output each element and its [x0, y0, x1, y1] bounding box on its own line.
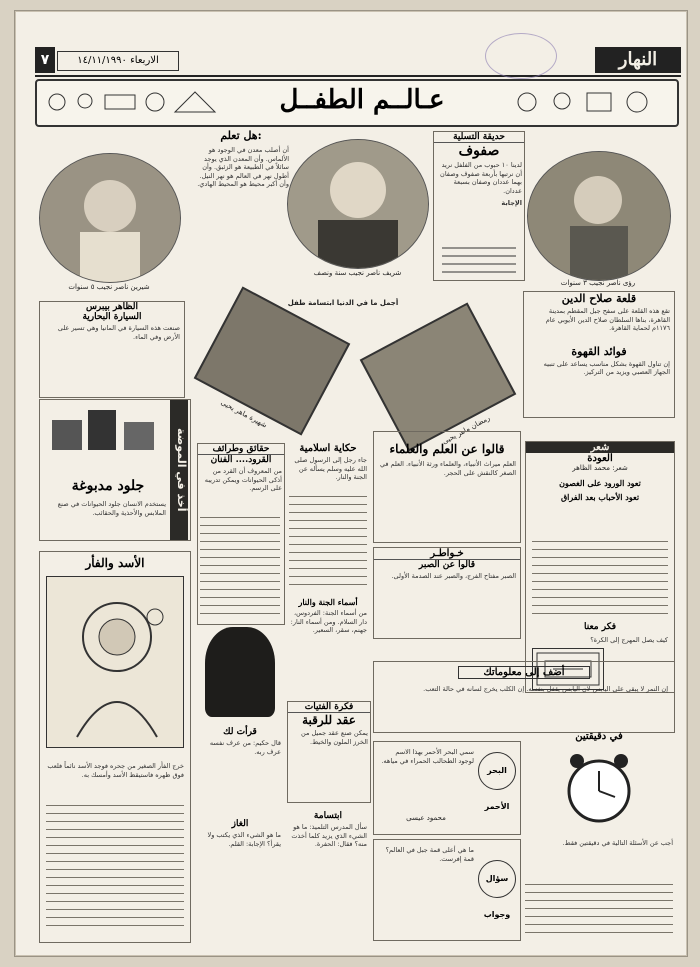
do-you-know-title: هل تعلم: [220, 129, 262, 142]
poetry-title: شعر [526, 442, 674, 453]
newspaper-page [14, 10, 688, 957]
masthead [35, 47, 681, 77]
leather-box [39, 399, 191, 541]
answers-list-lines [525, 881, 673, 939]
thoughts-box [373, 547, 521, 639]
banner-doodles-right [507, 87, 667, 117]
photo-baby-center [287, 139, 429, 269]
lion-text: خرج الفأر الصغير من جحره فوجد الأسد نائماً فلعب فوق ظهره فاستيقظ الأسد وأمسك به. [47, 762, 184, 779]
sea-title: البحر الأحمر [478, 752, 516, 790]
poetry-text-lines [532, 538, 668, 618]
fun-garden-text: لدينا ١٠ حبوب من الفلفل نريد أن نرتبها بأربعة صفوف وصفان بهما عددان وصفان بسبعة عددان. [440, 161, 522, 195]
leather-title: جلود مدبوغة [71, 478, 145, 494]
fun-garden-subtitle: صفوف [458, 143, 500, 159]
fun-garden-title: حديقة التسلية [434, 132, 524, 143]
info-box [373, 661, 675, 733]
car-box [39, 301, 185, 398]
sea-box [373, 741, 521, 835]
lion-title: الأسد والفأر [85, 556, 145, 570]
fun-garden-box [433, 131, 525, 281]
leather-text: يستخدم الانسان جلود الحيوانات في صنع الملابس والأحذية والحقائب. [57, 500, 166, 517]
scholars-text: العلم ميراث الأنبياء، والعلماء ورثة الأنبياء. العلم في الصغر كالنقش على الحجر. [379, 460, 516, 477]
leather-label: أخذ في الموضة [170, 400, 188, 540]
caption-girl-left: شيرين ناصر نجيب ٥ سنوات [68, 283, 150, 291]
leather-goods-image [48, 406, 158, 456]
do-you-know-box [193, 129, 289, 309]
info-title: أضف إلى معلوماتك [458, 666, 590, 679]
facts-subtitle: القرود.... الفنان [210, 455, 272, 465]
riddle-box [197, 819, 283, 939]
thoughts-title: خـواطـر [374, 548, 520, 560]
poetry-verse-1: تعود الورود على الغصون [559, 478, 641, 488]
thoughts-subtitle: قالوا عن الصبر [418, 560, 476, 570]
car-title: السيارة البحارية [82, 312, 142, 322]
smile-title: ابتسامة [313, 811, 343, 821]
names-text: من أسماء الجنة: الفردوس، دار السلام. ومن أسماء النار: جهنم، سقر، السعير. [290, 609, 367, 634]
qa-box [373, 839, 521, 941]
girls-title: فكرة الفتيات [288, 702, 370, 713]
brand-logo: النهار [595, 47, 681, 73]
caption-girl-right: رؤى ناصر نجيب ٣ سنوات [560, 279, 636, 287]
banner-title: عـالــم الطفــل [279, 85, 445, 115]
issue-date: الاربعاء ١٤/١١/١٩٩٠ [57, 51, 179, 71]
facts-text-lines [200, 514, 280, 618]
poetry-verse-2: تعود الأحباب بعد الفراق [560, 492, 640, 502]
think-text: كيف يصل المهرج إلى الكرة؟ [590, 636, 668, 644]
riddle-title: الغاز [231, 819, 249, 829]
lion-box [39, 551, 191, 943]
fun-garden-answer: الإجابة [501, 199, 522, 207]
lion-text-lines [46, 802, 184, 932]
car-text: صنعت هذه السيارة في المانيا وهي تسير على الأرض وفي الماء. [57, 324, 180, 341]
middle-caption: أجمل ما في الدنيا ابتسامة طفل [287, 299, 399, 307]
read-title: قرأت لك [223, 727, 257, 737]
photo-girl-left [39, 153, 181, 283]
poetry-subtitle: العودة [587, 453, 613, 464]
alarm-clock-icon [559, 749, 639, 829]
stamp-mark [485, 33, 557, 79]
lion-image [46, 576, 184, 748]
chimp-image [205, 627, 275, 717]
girls-text: يمكن صنع عقد جميل من الخرز الملون والخيط. [301, 729, 368, 746]
islamic-text: جاء رجل إلى الرسول صلى الله عليه وسلم يسأله عن الجنة والنار. [294, 456, 367, 481]
facts-text: من المعروف أن القرد من أذكى الحيوانات ويمكن تدريبه على الرسم. [204, 467, 282, 492]
islamic-title: حكاية اسلامية [299, 443, 357, 454]
beepers-title: الظاهر بيبرس [85, 302, 139, 312]
section-banner [35, 79, 679, 127]
sea-text: سمي البحر الأحمر بهذا الاسم لوجود الطحالب الحمراء في مياهه. [381, 748, 474, 765]
two-minutes-text: أجب عن الأسئلة التالية في دقيقتين فقط. [562, 839, 673, 847]
poetry-box [525, 441, 675, 693]
citadel-box [523, 291, 675, 418]
photo-tilt-right [360, 302, 517, 451]
info-text: إن النمر لا يبقى على اليابس لان اليابس يقفل بنفسه. إن الكلب يخرج لسانه في حالة التعب. [423, 685, 668, 693]
qa-text: ما هي أعلى قمة جبل في العالم؟ قمة إفرست. [385, 846, 474, 863]
page-number: ٧ [35, 47, 55, 73]
scholars-box [373, 431, 521, 543]
islamic-text-lines [289, 493, 367, 589]
names-box [287, 597, 369, 697]
thoughts-text: الصبر مفتاح الفرج، والصبر عند الصدمة الأولى. [391, 572, 516, 580]
read-text: قال حكيم: من عرف نفسه عرف ربه. [209, 739, 281, 756]
caption-baby-center: شريف ناصر نجيب سنة ونصف [313, 269, 402, 277]
citadel-title: قلعة صلاح الدين [561, 292, 637, 305]
read-box [197, 727, 283, 817]
poetry-author: شعر: محمد الظاهر [572, 464, 628, 472]
smile-box [287, 811, 369, 939]
banner-doodles-left [45, 87, 225, 117]
islamic-box [287, 443, 369, 593]
girls-idea-box [287, 701, 371, 803]
answer-rows-graphic [440, 244, 518, 274]
riddle-text: ما هو الشيء الذي يكتب ولا يقرأ؟ الإجابة: القلم. [207, 831, 281, 848]
girls-subtitle: عقد للرقبة [302, 713, 356, 727]
facts-title: حقائق وطرائف [198, 444, 284, 455]
photo-girl-right [527, 151, 671, 281]
scholars-title: قالوا عن العلم والعلماء [389, 442, 505, 456]
think-title: فكر معنا [584, 622, 616, 632]
do-you-know-text: أن أصلب معدن في الوجود هو الألماس. وأن المعدن الذي يوجد سائلاً في الطبيعة هو الزئبق. وأن أطول نهر في العالم هو نهر النيل. وأن أكبر محيط هو المحيط الهادي. [197, 146, 289, 188]
coffee-text: إن تناول القهوة بشكل مناسب يساعد على تنبيه الجهاز العصبي ويزيد من التركيز. [543, 359, 670, 376]
smile-text: سأل المدرس التلميذ: ما هو الشيء الذي يزيد كلما أخذت منه؟ فقال: الحفرة. [291, 823, 367, 848]
facts-box [197, 443, 285, 625]
two-minutes-title: في دقيقتين [575, 731, 623, 742]
qa-title: سؤال وجواب [478, 860, 516, 898]
caption-tilt-left: شهيرة ماهر يحيى [219, 398, 269, 430]
sea-author: محمود عيسى [406, 814, 446, 822]
names-title: أسماء الجنة والنار [298, 597, 358, 607]
coffee-title: فوائد القهوة [571, 344, 627, 358]
citadel-text: تقع هذه القلعة على سفح جبل المقطم بمدينة القاهرة، بناها السلطان صلاح الدين الأيوبي عام ١١٧٦م لحماية القاهرة. [545, 307, 670, 332]
caption-tilt-right: رمضان ماهر يحيى [440, 414, 492, 446]
two-minutes-box [525, 731, 673, 831]
